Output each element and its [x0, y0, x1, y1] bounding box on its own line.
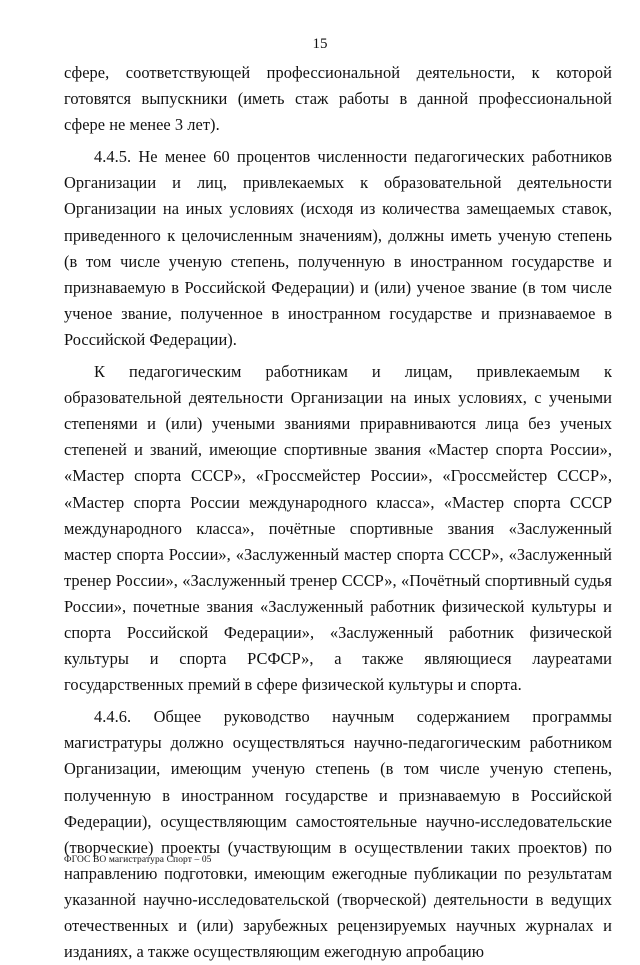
page-number: 15 — [312, 36, 328, 52]
paragraph-4-4-6: 4.4.6. Общее руководство научным содержанием программы магистратуры должно осуществляться научно-педагогическим работником Организации, имеющим ученую степень (в том числе ученую степень, полученную в иностранном государстве и признаваемую в Российской Федерации), осуществляющим самостоятельные научно-исследовательские (творческие) проекты (участвующим в осуществлении таких проектов) по направлению подготовки, имеющим ежегодные публикации по результатам указанной научно-исследовательской (творческой) деятельности в ведущих отечественных и (или) зарубежных рецензируемых научных журналах и изданиях, а также осуществляющим ежегодную апробацию — [64, 707, 612, 962]
document-body — [64, 60, 612, 965]
paragraph-4-4-5: 4.4.5. Не менее 60 процентов численности педагогических работников Организации и лиц, привлекаемых к образовательной деятельности Организации на иных условиях (исходя из количества замещаемых ставок, приведенного к целочисленным значениям), должны иметь ученую степень (в том числе ученую степень, полученную в иностранном государстве и признаваемую в Российской Федерации) и (или) ученое звание (в том числе ученое звание, полученное в иностранном государстве и признаваемое в Российской Федерации). — [64, 147, 612, 349]
page-footer: ФГОС ВО магистратура Спорт – 05 — [64, 855, 212, 865]
paragraph-continuation: сфере, соответствующей профессиональной деятельности, к которой готовятся выпускники (иметь стаж работы в данной профессиональной сфере не менее 3 лет). — [64, 63, 612, 135]
paragraph-sport-titles: К педагогическим работникам и лицам, привлекаемым к образовательной деятельности Организации на иных условиях, с учеными степенями и (или) учеными званиями приравниваются лица без ученых степеней и званий, имеющие спортивные звания «Мастер спорта России», «Мастер спорта СССР», «Гроссмейстер России», «Гроссмейстер СССР», «Мастер спорта России международного класса», «Мастер спорта СССР международного класса», почётные спортивные звания «Заслуженный мастер спорта России», «Заслуженный мастер спорта СССР», «Заслуженный тренер России», «Заслуженный тренер СССР», «Почётный спортивный судья России», почетные звания «Заслуженный работник физической культуры и спорта Российской Федерации», «Заслуженный работник физической культуры и спорта РСФСР», а также являющиеся лауреатами государственных премий в сфере физической культуры и спорта. — [64, 362, 612, 695]
